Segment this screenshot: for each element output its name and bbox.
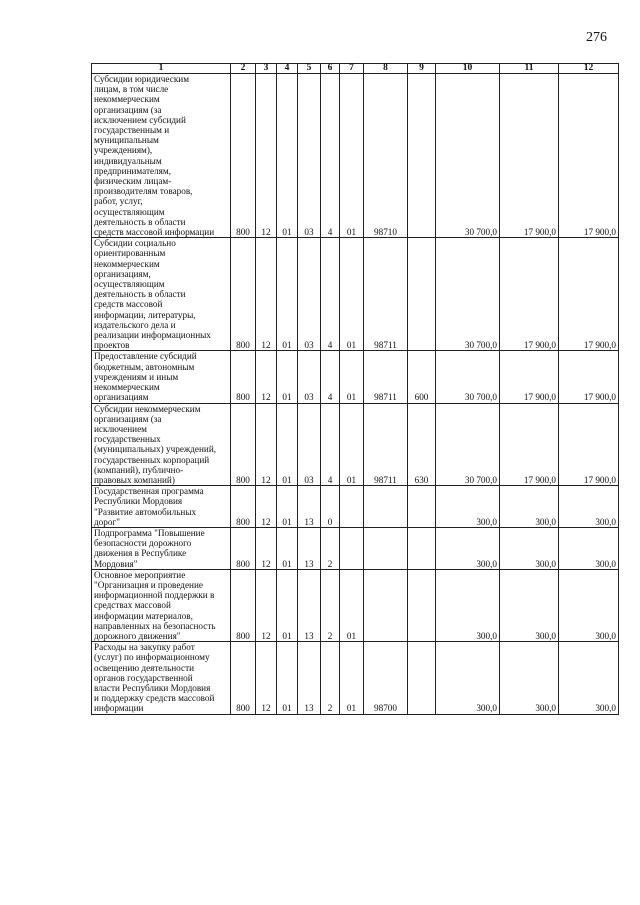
col-header-6: 6 bbox=[321, 64, 340, 74]
cell-col3: 12 bbox=[256, 486, 277, 528]
cell-col4: 01 bbox=[277, 642, 298, 714]
cell-col7 bbox=[340, 527, 364, 569]
cell-col12: 300,0 bbox=[559, 527, 619, 569]
table-row bbox=[92, 569, 619, 641]
cell-col6: 4 bbox=[321, 403, 340, 486]
cell-col8 bbox=[364, 486, 408, 528]
table-row bbox=[92, 486, 619, 528]
cell-col11: 300,0 bbox=[500, 527, 559, 569]
cell-col7: 01 bbox=[340, 403, 364, 486]
cell-col2: 800 bbox=[231, 238, 256, 351]
cell-col3: 12 bbox=[256, 351, 277, 403]
cell-col12: 300,0 bbox=[559, 486, 619, 528]
row-name: Субсидии некоммерческим организациям (за исключением государственных (муниципальных) учреждений, государственных корпораций (компаний), публично- правовых компаний) bbox=[92, 403, 231, 486]
col-header-12: 12 bbox=[559, 64, 619, 74]
cell-col6: 4 bbox=[321, 74, 340, 238]
cell-col12: 300,0 bbox=[559, 642, 619, 714]
cell-col8: 98700 bbox=[364, 642, 408, 714]
cell-col9: 630 bbox=[408, 403, 436, 486]
cell-col2: 800 bbox=[231, 527, 256, 569]
cell-col9 bbox=[408, 486, 436, 528]
cell-col11: 300,0 bbox=[500, 486, 559, 528]
cell-col4: 01 bbox=[277, 569, 298, 641]
col-header-11: 11 bbox=[500, 64, 559, 74]
cell-col10: 30 700,0 bbox=[436, 238, 500, 351]
cell-col11: 300,0 bbox=[500, 569, 559, 641]
cell-col6: 2 bbox=[321, 527, 340, 569]
table-row bbox=[92, 642, 619, 714]
cell-col8: 98711 bbox=[364, 403, 408, 486]
budget-table bbox=[91, 63, 619, 715]
col-header-7: 7 bbox=[340, 64, 364, 74]
col-header-1: 1 bbox=[92, 64, 231, 74]
cell-col9 bbox=[408, 238, 436, 351]
cell-col2: 800 bbox=[231, 569, 256, 641]
cell-col9 bbox=[408, 569, 436, 641]
cell-col5: 03 bbox=[298, 238, 321, 351]
col-header-9: 9 bbox=[408, 64, 436, 74]
cell-col7: 01 bbox=[340, 642, 364, 714]
cell-col8 bbox=[364, 569, 408, 641]
cell-col6: 2 bbox=[321, 642, 340, 714]
cell-col8: 98711 bbox=[364, 238, 408, 351]
col-header-2: 2 bbox=[231, 64, 256, 74]
cell-col4: 01 bbox=[277, 486, 298, 528]
cell-col12: 17 900,0 bbox=[559, 74, 619, 238]
cell-col7: 01 bbox=[340, 351, 364, 403]
cell-col7: 01 bbox=[340, 238, 364, 351]
cell-col11: 17 900,0 bbox=[500, 351, 559, 403]
cell-col10: 30 700,0 bbox=[436, 351, 500, 403]
cell-col9: 600 bbox=[408, 351, 436, 403]
cell-col12: 300,0 bbox=[559, 569, 619, 641]
cell-col2: 800 bbox=[231, 403, 256, 486]
row-name: Расходы на закупку работ (услуг) по информационному освещению деятельности органов государственной власти Республики Мордовия и поддержку средств массовой информации bbox=[92, 642, 231, 714]
cell-col6: 2 bbox=[321, 569, 340, 641]
cell-col5: 13 bbox=[298, 569, 321, 641]
col-header-10: 10 bbox=[436, 64, 500, 74]
row-name: Субсидии юридическим лицам, в том числе некоммерческим организациям (за исключением субсидий государственным и муниципальным учреждениям), индивидуальным предпринимателям, физическим лицам- производителям товаров, работ, услуг, осуществляющим деятельность в области средств массовой информации bbox=[92, 74, 231, 238]
cell-col9 bbox=[408, 527, 436, 569]
cell-col8: 98710 bbox=[364, 74, 408, 238]
cell-col8: 98711 bbox=[364, 351, 408, 403]
row-name: Субсидии социально ориентированным некоммерческим организациям, осуществляющим деятельность в области средств массовой информации, литературы, издательского дела и реализации информационных проектов bbox=[92, 238, 231, 351]
cell-col3: 12 bbox=[256, 238, 277, 351]
col-header-8: 8 bbox=[364, 64, 408, 74]
cell-col12: 17 900,0 bbox=[559, 403, 619, 486]
cell-col2: 800 bbox=[231, 74, 256, 238]
table-row bbox=[92, 74, 619, 238]
cell-col6: 4 bbox=[321, 351, 340, 403]
cell-col11: 300,0 bbox=[500, 642, 559, 714]
cell-col10: 300,0 bbox=[436, 642, 500, 714]
cell-col4: 01 bbox=[277, 238, 298, 351]
cell-col10: 300,0 bbox=[436, 569, 500, 641]
cell-col6: 4 bbox=[321, 238, 340, 351]
table-row bbox=[92, 403, 619, 486]
row-name: Предоставление субсидий бюджетным, автономным учреждениям и иным некоммерческим организациям bbox=[92, 351, 231, 403]
cell-col7 bbox=[340, 486, 364, 528]
cell-col11: 17 900,0 bbox=[500, 403, 559, 486]
cell-col5: 03 bbox=[298, 351, 321, 403]
cell-col12: 17 900,0 bbox=[559, 351, 619, 403]
cell-col3: 12 bbox=[256, 403, 277, 486]
cell-col3: 12 bbox=[256, 642, 277, 714]
table-row bbox=[92, 351, 619, 403]
cell-col10: 300,0 bbox=[436, 486, 500, 528]
cell-col5: 13 bbox=[298, 527, 321, 569]
col-header-4: 4 bbox=[277, 64, 298, 74]
cell-col9 bbox=[408, 74, 436, 238]
cell-col7: 01 bbox=[340, 569, 364, 641]
cell-col5: 13 bbox=[298, 642, 321, 714]
cell-col10: 30 700,0 bbox=[436, 74, 500, 238]
col-header-3: 3 bbox=[256, 64, 277, 74]
cell-col4: 01 bbox=[277, 403, 298, 486]
cell-col3: 12 bbox=[256, 569, 277, 641]
cell-col5: 03 bbox=[298, 74, 321, 238]
table-row bbox=[92, 527, 619, 569]
col-header-5: 5 bbox=[298, 64, 321, 74]
cell-col10: 300,0 bbox=[436, 527, 500, 569]
cell-col4: 01 bbox=[277, 351, 298, 403]
cell-col3: 12 bbox=[256, 74, 277, 238]
row-name: Подпрограмма "Повышение безопасности дорожного движения в Республике Мордовия" bbox=[92, 527, 231, 569]
cell-col10: 30 700,0 bbox=[436, 403, 500, 486]
row-name: Государственная программа Республики Мордовия "Развитие автомобильных дорог" bbox=[92, 486, 231, 528]
cell-col4: 01 bbox=[277, 527, 298, 569]
cell-col6: 0 bbox=[321, 486, 340, 528]
cell-col2: 800 bbox=[231, 486, 256, 528]
cell-col11: 17 900,0 bbox=[500, 74, 559, 238]
page-number: 276 bbox=[586, 30, 607, 45]
row-name: Основное мероприятие "Организация и проведение информационной поддержки в средствах массовой информации материалов, направленных на безопасность дорожного движения" bbox=[92, 569, 231, 641]
cell-col2: 800 bbox=[231, 351, 256, 403]
cell-col11: 17 900,0 bbox=[500, 238, 559, 351]
cell-col9 bbox=[408, 642, 436, 714]
cell-col5: 13 bbox=[298, 486, 321, 528]
cell-col12: 17 900,0 bbox=[559, 238, 619, 351]
cell-col4: 01 bbox=[277, 74, 298, 238]
header-row bbox=[92, 64, 619, 74]
cell-col2: 800 bbox=[231, 642, 256, 714]
table-row bbox=[92, 238, 619, 351]
cell-col5: 03 bbox=[298, 403, 321, 486]
cell-col3: 12 bbox=[256, 527, 277, 569]
cell-col7: 01 bbox=[340, 74, 364, 238]
cell-col8 bbox=[364, 527, 408, 569]
